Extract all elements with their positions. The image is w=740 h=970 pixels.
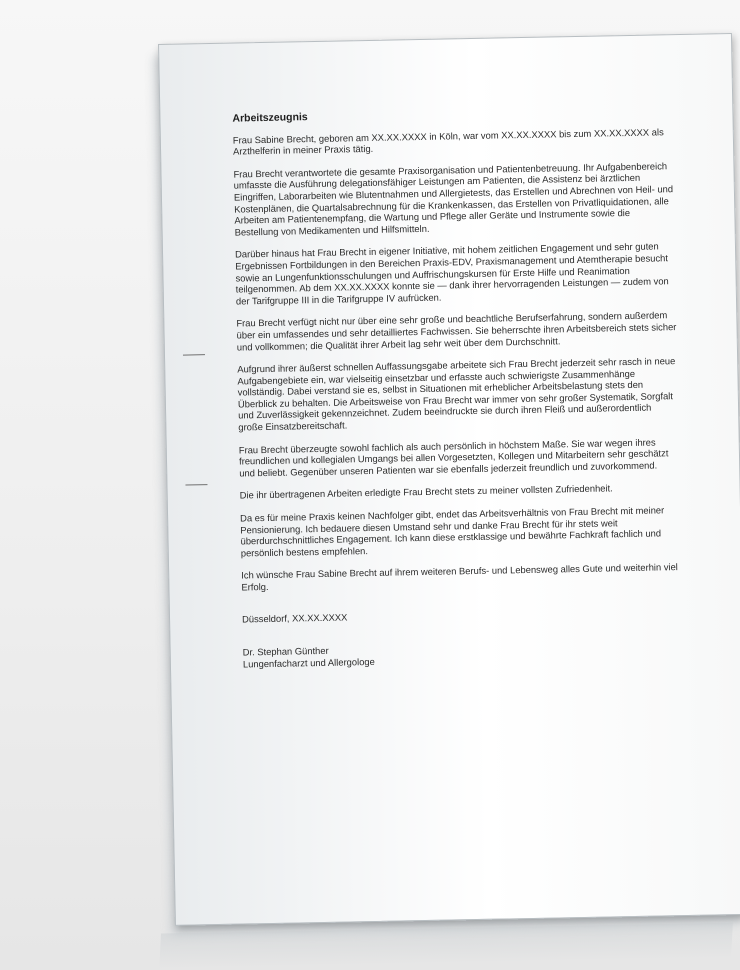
place-date: Düsseldorf, XX.XX.XXXX — [241, 611, 348, 625]
document-page — [158, 33, 740, 926]
paragraph-satisfaction: Die ihr übertragenen Arbeiten erledigte Frau Brecht stets zu meiner vollsten Zufriedenheit. — [239, 482, 613, 501]
paragraph-intro: Frau Sabine Brecht, geboren am XX.XX.XXXX in Köln, war vom XX.XX.XXXX bis zum XX.XX.XXXX als Arzthelferin in meiner Praxis tätig. — [232, 125, 664, 157]
paragraph-closing-wish: Ich wünsche Frau Sabine Brecht auf ihrem weiteren Berufs- und Lebensweg alles Gute und weiterhin viel Erfolg. — [241, 561, 678, 593]
letter-body — [232, 105, 683, 670]
paragraph-work-style: Aufgrund ihrer äußerst schnellen Auffassungsgabe arbeitete sich Frau Brecht jederzeit sehr rasch in neue Aufgabengebiete ein, war vielseitig einsetzbar und erfasste auch schwierigste Zusammenhänge vollständig. Dabei verstand sie es, selbst in Situationen mit erheblicher Arbeitsbelastung stets den Überblick zu behalten. Die Arbeitsweise von Frau Brecht war immer von sehr großer Systematik, Sorgfalt und Zuverlässigkeit gekennzeichnet. Zudem beeindruckte sie durch ihren Fleiß und außerordentlich große Einsatzbereitschaft. — [237, 355, 676, 433]
paragraph-expertise: Frau Brecht verfügt nicht nur über eine sehr große und beachtliche Berufserfahrung, sondern außerdem über ein umfassendes und sehr detailliertes Fachwissen. Sie beherrschte ihren Arbeitsbereich stets sicher und vollkommen; die Qualität ihrer Arbeit lag sehr weit über dem Durchschnitt. — [236, 309, 677, 353]
paragraph-training: Darüber hinaus hat Frau Brecht in eigener Initiative, mit hohem zeitlichen Engagement und sehr guten Ergebnissen Fortbildungen in den Bereichen Praxis-EDV, Praxismanagement und Atemtherapie besucht sowie an Lungenfunktionsschulungen und Auffrischungskursen für Erste Hilfe und Reanimation teilgenommen. Ab dem XX.XX.XXXX konnte sie — dank ihrer hervorragenden Leistungen — zudem von der Tarifgruppe III in die Tarifgruppe IV aufrücken. — [234, 240, 669, 307]
signer-title: Lungenfacharzt und Allergologe — [242, 655, 375, 670]
document-title: Arbeitszeugnis — [232, 111, 308, 125]
signer-name: Dr. Stephan Günther — [242, 645, 329, 658]
paragraph-termination: Da es für meine Praxis keinen Nachfolger gibt, endet das Arbeitsverhältnis von Frau Brecht mit meiner Pensionierung. Ich bedauere diesen Umstand sehr und danke Frau Brecht für ihr stets weit überdurchschnittliches Engagement. Ich kann diese erstklassige und bewährte Fachkraft fachlich und persönlich bestens empfehlen. — [240, 504, 665, 559]
fold-mark-lower — [185, 484, 207, 485]
paragraph-duties: Frau Brecht verantwortete die gesamte Praxisorganisation und Patientenbetreuung. Ihr Aufgabenbereich umfasste die Ausführung delegationsfähiger Leistungen am Patienten, die Assistenz bei ärztlichen Eingriffen, Laborarbeiten wie Blutentnahmen und Allergietests, das Erstellen und Abrechnen von Heil- und Kostenplänen, die Quartalsabrechnung für die Krankenkassen, das Erstellen von Privatliquidationen, alle Arbeiten am Patientenempfang, die Wartung und Pflege aller Geräte und Instrumente sowie die Bestellung von Medikamenten und Hilfsmitteln. — [233, 160, 674, 238]
signature-block — [243, 638, 683, 670]
paragraph-conduct: Frau Brecht überzeugte sowohl fachlich als auch persönlich in höchstem Maße. Sie war wegen ihres freundlichen und kollegialen Umgangs bei allen Vorgesetzten, Kollegen und Mitarbeitern sehr geschätzt und beliebt. Gegenüber unseren Patienten war sie ebenfalls jederzeit freundlich und zuvorkommend. — [238, 436, 669, 479]
fold-mark-upper — [183, 354, 205, 355]
